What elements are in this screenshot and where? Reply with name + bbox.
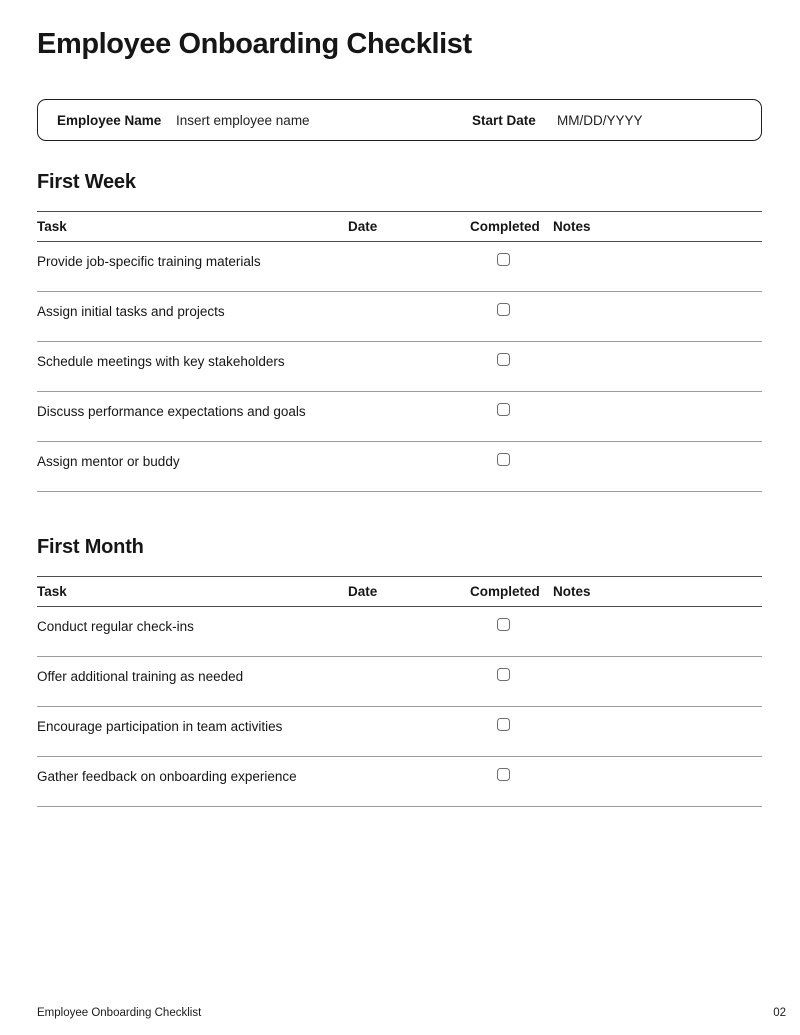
page-footer [37, 1007, 786, 1019]
footer-document-title: Employee Onboarding Checklist [37, 1007, 202, 1019]
column-header-task: Task [37, 219, 67, 234]
sections-container [37, 170, 762, 807]
table-header-row [37, 212, 762, 242]
task-label: Discuss performance expectations and goals [37, 404, 306, 419]
table-body [37, 242, 762, 492]
task-row [37, 292, 762, 342]
task-row [37, 442, 762, 492]
completed-checkbox[interactable] [497, 718, 510, 731]
date-cell[interactable] [348, 404, 470, 405]
completed-cell [470, 404, 553, 419]
employee-name-field[interactable]: Insert employee name [176, 112, 310, 128]
completed-checkbox[interactable] [497, 768, 510, 781]
completed-cell [470, 354, 553, 369]
completed-checkbox[interactable] [497, 253, 510, 266]
column-header-notes: Notes [553, 219, 591, 234]
checklist-section [37, 535, 762, 807]
notes-cell[interactable] [553, 669, 762, 670]
date-cell[interactable] [348, 619, 470, 620]
completed-cell [470, 669, 553, 684]
notes-cell[interactable] [553, 769, 762, 770]
task-label: Gather feedback on onboarding experience [37, 769, 297, 784]
completed-cell [470, 454, 553, 469]
task-label: Schedule meetings with key stakeholders [37, 354, 285, 369]
column-header-date: Date [348, 584, 378, 599]
completed-checkbox[interactable] [497, 453, 510, 466]
notes-cell[interactable] [553, 354, 762, 355]
task-label: Offer additional training as needed [37, 669, 244, 684]
page-title: Employee Onboarding Checklist [37, 28, 472, 60]
notes-cell[interactable] [553, 304, 762, 305]
column-header-date: Date [348, 219, 378, 234]
task-label: Provide job-specific training materials [37, 254, 261, 269]
section-heading: First Week [37, 171, 136, 193]
task-label: Encourage participation in team activities [37, 719, 283, 734]
task-label: Assign initial tasks and projects [37, 304, 225, 319]
notes-cell[interactable] [553, 254, 762, 255]
task-label: Conduct regular check-ins [37, 619, 194, 634]
task-row [37, 242, 762, 292]
completed-cell [470, 769, 553, 784]
notes-cell[interactable] [553, 454, 762, 455]
date-cell[interactable] [348, 454, 470, 455]
completed-checkbox[interactable] [497, 668, 510, 681]
task-row [37, 757, 762, 807]
column-header-completed: Completed [470, 584, 540, 599]
date-cell[interactable] [348, 719, 470, 720]
task-row [37, 392, 762, 442]
date-cell[interactable] [348, 254, 470, 255]
employee-name-label: Employee Name [57, 112, 162, 128]
start-date-field[interactable]: MM/DD/YYYY [557, 112, 643, 128]
task-table [37, 211, 762, 492]
completed-checkbox[interactable] [497, 403, 510, 416]
section-heading: First Month [37, 536, 144, 558]
task-row [37, 607, 762, 657]
start-date-label: Start Date [472, 112, 536, 128]
completed-cell [470, 304, 553, 319]
page-number: 02 [773, 1007, 786, 1019]
completed-cell [470, 254, 553, 269]
task-label: Assign mentor or buddy [37, 454, 180, 469]
column-header-task: Task [37, 584, 67, 599]
date-cell[interactable] [348, 354, 470, 355]
employee-info-bar [37, 99, 762, 141]
checklist-section [37, 170, 762, 492]
completed-checkbox[interactable] [497, 303, 510, 316]
task-row [37, 342, 762, 392]
completed-cell [470, 719, 553, 734]
task-row [37, 707, 762, 757]
notes-cell[interactable] [553, 404, 762, 405]
completed-cell [470, 619, 553, 634]
task-row [37, 657, 762, 707]
completed-checkbox[interactable] [497, 353, 510, 366]
notes-cell[interactable] [553, 719, 762, 720]
date-cell[interactable] [348, 669, 470, 670]
notes-cell[interactable] [553, 619, 762, 620]
column-header-notes: Notes [553, 584, 591, 599]
table-body [37, 607, 762, 807]
task-table [37, 576, 762, 807]
completed-checkbox[interactable] [497, 618, 510, 631]
column-header-completed: Completed [470, 219, 540, 234]
date-cell[interactable] [348, 304, 470, 305]
date-cell[interactable] [348, 769, 470, 770]
table-header-row [37, 577, 762, 607]
